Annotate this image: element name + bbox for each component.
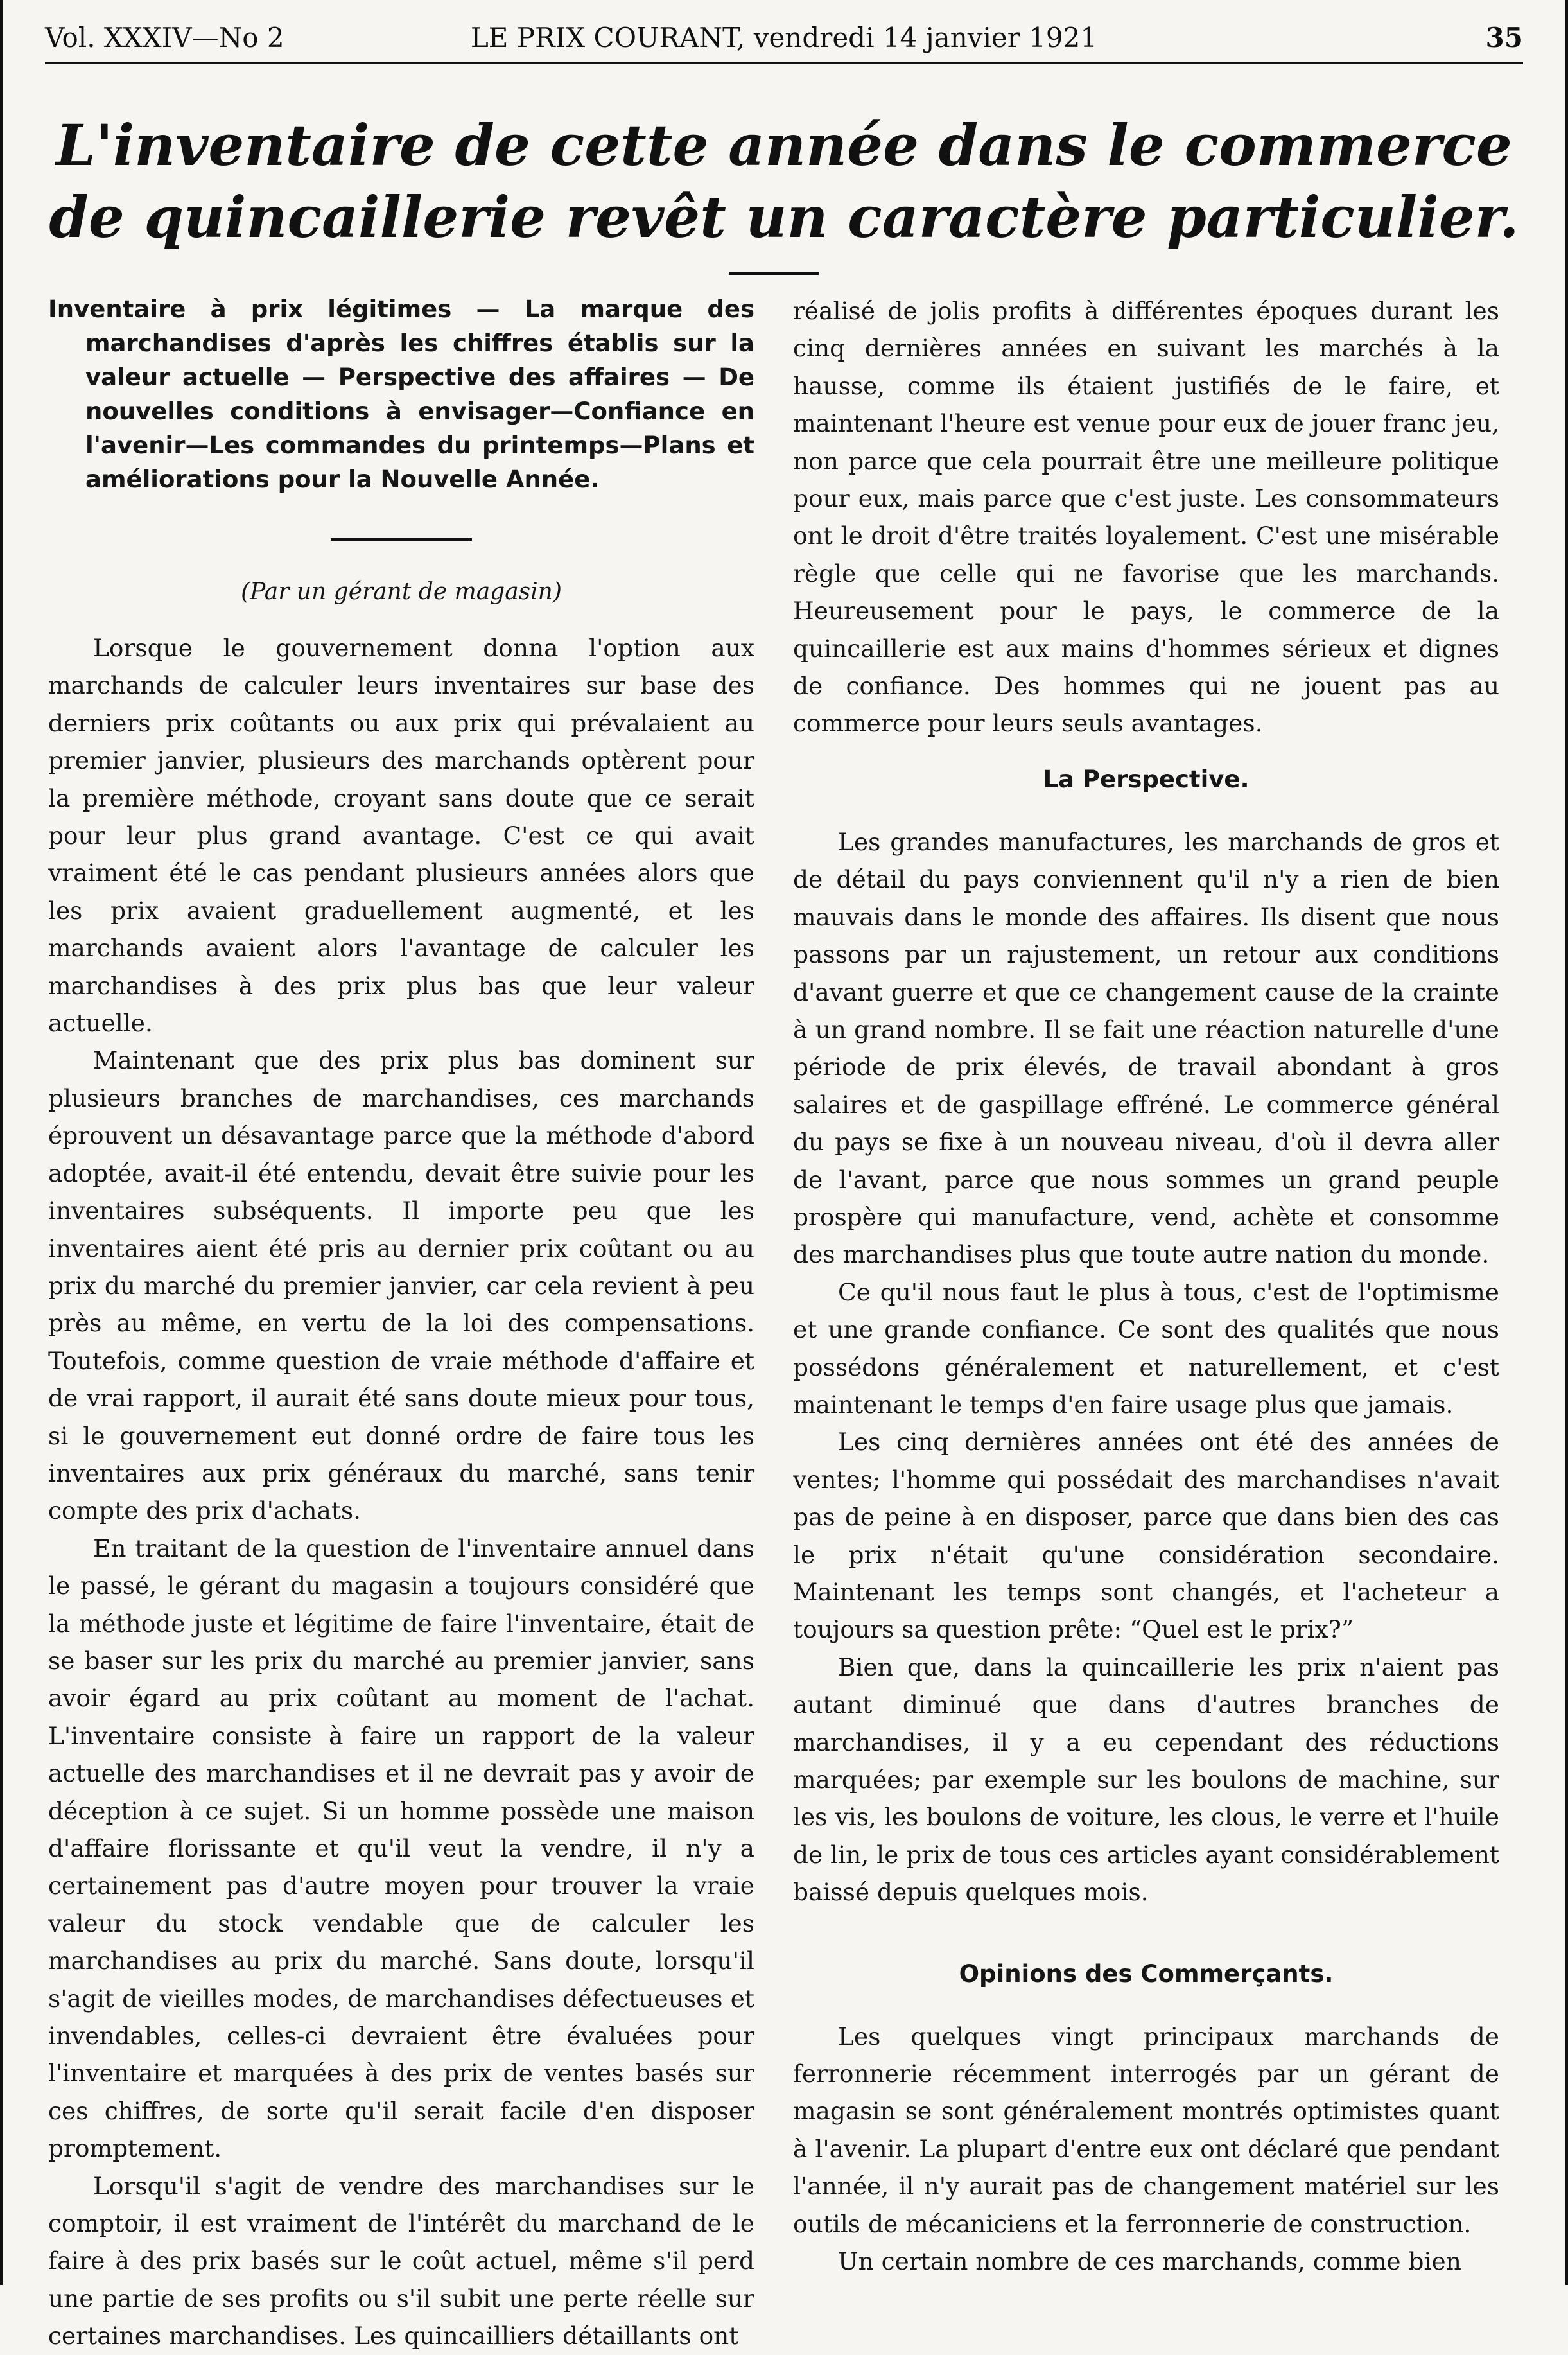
paragraph: Les quelques vingt principaux marchands de ferronnerie récemment interrogés par un gérant de magasin se sont généralement montrés optimistes quant à l'avenir. La plupart d'entre eux ont déclaré que pendant l'année, il n'y aurait pas de changement matériel sur les outils de mécaniciens et la ferronnerie de construction. xyxy=(793,2022,1499,2238)
page-border-left xyxy=(0,0,3,2285)
title-rule xyxy=(729,272,819,275)
paragraph: Les grandes manufactures, les marchands de gros et de détail du pays conviennent qu'il n'y a rien de bien mauvais dans le monde des affaires. Ils disent que nous passons par un rajustement, un retour aux conditions d'avant guerre et que ce changement cause de la crainte à un grand nombre. Il se fait une réaction naturelle d'une période de prix élevés, de travail abondant à gros salaires et de gaspillage effréné. Le commerce général du pays se fixe à un nouveau niveau, d'où il devra aller de l'avant, parce que nous sommes un grand peuple prospère qui manufacture, vend, achète et consomme des marchandises plus que toute autre nation du monde. xyxy=(793,827,1499,1269)
paragraph: Lorsque le gouvernement donna l'option aux marchands de calculer leurs inventaires sur base des derniers prix coûtants ou aux prix qui prévalaient au premier janvier, plusieurs des marchands optèrent pour la première méthode, croyant sans doute que ce serait pour leur plus grand avantage. C'est ce qui avait vraiment été le cas pendant plusieurs années alors que les prix avaient graduellement augmenté, et les marchands avaient alors l'avantage de calculer les marchandises à des prix plus bas que leur valeur actuelle. xyxy=(48,634,754,1038)
page-border-right xyxy=(1565,0,1568,2285)
right-column xyxy=(793,292,1499,2281)
paragraph: En traitant de la question de l'inventaire annuel dans le passé, le gérant du magasin a toujours considéré que la méthode juste et légitime de faire l'inventaire, était de se baser sur les prix du marché au premier janvier, sans avoir égard au prix coûtant au moment de l'achat. L'inventaire consiste à faire un rapport de la valeur actuelle des marchandises et il ne devrait pas y avoir de déception à ce sujet. Si un homme possède une maison d'affaire florissante et qu'il veut la vendre, il n'y a certainement pas d'autre moyen pour trouver la vraie valeur du stock vendable que de calculer les marchandises au prix du marché. Sans doute, lorsqu'il s'agit de vieilles modes, de marchandises défectueuses et invendables, celles-ci devraient être évaluées pour l'inventaire et marquées à des prix de ventes basés sur ces chiffres, de sorte qu'il serait facile d'en disposer promptement. xyxy=(48,1534,754,2163)
left-column xyxy=(48,292,754,2355)
paragraph: Lorsqu'il s'agit de vendre des marchandises sur le comptoir, il est vraiment de l'intérêt du marchand de le faire à des prix basés sur le coût actuel, même s'il perd une partie de ses profits ou s'il subit une perte réelle sur certaines marchandises. Les quincailliers détaillants ont xyxy=(48,2171,754,2351)
section-heading-opinions: Opinions des Commerçants. xyxy=(959,1959,1334,1988)
section-heading-perspective: La Perspective. xyxy=(1043,765,1250,793)
paragraph: Bien que, dans la quincaillerie les prix n'aient pas autant diminué que dans d'autres branches de marchandises, il y a eu cependant des réductions marquées; par exemple sur les boulons de machine, sur les vis, les boulons de voiture, les clous, le verre et l'huile de lin, le prix de tous ces articles ayant considérablement baissé depuis quelques mois. xyxy=(793,1652,1499,1907)
byline: (Par un gérant de magasin) xyxy=(241,579,562,605)
paragraph: Maintenant que des prix plus bas dominent sur plusieurs branches de marchandises, ces marchands éprouvent un désavantage parce que la méthode d'abord adoptée, avait-il été entendu, devait être suivie pour les inventaires subséquents. Il importe peu que les inventaires aient été pris au dernier prix coûtant ou au prix du marché du premier janvier, car cela revient à peu près au même, en vertu de la loi des compensations. Toutefois, comme question de vraie méthode d'affaire et de vrai rapport, il aurait été sans doute mieux pour tous, si le gouvernement eut donné ordre de faire tous les inventaires aux prix généraux du marché, sans tenir compte des prix d'achats. xyxy=(48,1046,754,1525)
article-title: L'inventaire de cette année dans le commerce de quincaillerie revêt un caractère particulier. xyxy=(49,112,1519,250)
header-publication-date: LE PRIX COURANT, vendredi 14 janvier 1921 xyxy=(470,22,1098,53)
lead-rule xyxy=(331,538,472,541)
paragraph-continuation: réalisé de jolis profits à différentes époques durant les cinq dernières années en suivant les marchés à la hausse, comme ils étaient justifiés de le faire, et maintenant l'heure est venue pour eux de jouer franc jeu, non parce que cela pourrait être une meilleure politique pour eux, mais parce que c'est juste. Les consommateurs ont le droit d'être traités loyalement. C'est une misérable règle que celle qui ne favorise que les marchands. Heureusement pour le pays, le commerce de la quincaillerie est aux mains d'hommes sérieux et dignes de confiance. Des hommes qui ne jouent pas au commerce pour leurs seuls avantages. xyxy=(793,297,1499,738)
header-page-number: 35 xyxy=(1485,22,1523,53)
paragraph: Les cinq dernières années ont été des années de ventes; l'homme qui possédait des marchandises n'avait pas de peine à en disposer, parce que dans bien des cas le prix n'était qu'une considération secondaire. Maintenant les temps sont changés, et l'acheteur a toujours sa question prête: “Quel est le prix?” xyxy=(793,1428,1499,1644)
running-header xyxy=(45,14,1523,64)
paragraph: Un certain nombre de ces marchands, comme bien xyxy=(838,2247,1461,2276)
paragraph: Ce qu'il nous faut le plus à tous, c'est de l'optimisme et une grande confiance. Ce sont des qualités que nous possédons généralement et naturellement, et c'est maintenant le temps d'en faire usage plus que jamais. xyxy=(793,1277,1499,1419)
article-lead: Inventaire à prix légitimes — La marque des marchandises d'après les chiffres établis sur la valeur actuelle — Perspective des affaires — De nouvelles conditions à envisager—Confiance en l'avenir—Les commandes du printemps—Plans et améliorations pour la Nouvelle Année. xyxy=(48,295,754,493)
header-volume: Vol. XXXIV—No 2 xyxy=(45,22,284,53)
